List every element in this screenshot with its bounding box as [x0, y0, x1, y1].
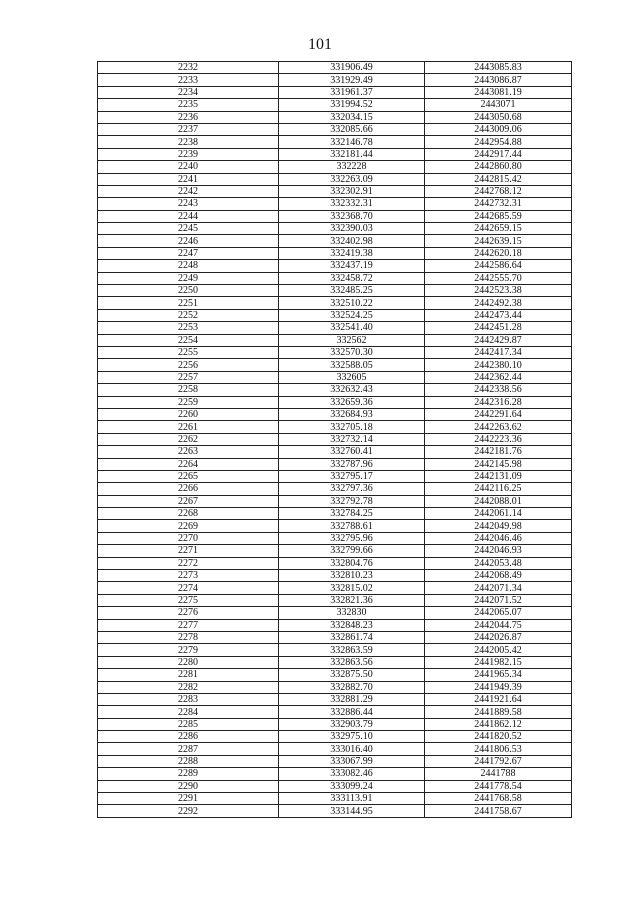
x-coordinate-cell: 331994.52: [279, 99, 425, 111]
point-number-cell: 2244: [98, 210, 279, 222]
x-coordinate-cell: 332705.18: [279, 421, 425, 433]
page-number: 101: [308, 36, 332, 53]
point-number-cell: 2266: [98, 483, 279, 495]
table-row: [98, 644, 572, 656]
x-coordinate-cell: 332795.17: [279, 470, 425, 482]
point-number-cell: 2277: [98, 619, 279, 631]
y-coordinate-cell: 2441758.67: [425, 805, 572, 817]
y-coordinate-cell: 2443086.87: [425, 74, 572, 86]
point-number-cell: 2284: [98, 706, 279, 718]
point-number-cell: 2265: [98, 470, 279, 482]
point-number-cell: 2258: [98, 384, 279, 396]
point-number-cell: 2232: [98, 62, 279, 74]
y-coordinate-cell: 2442005.42: [425, 644, 572, 656]
x-coordinate-cell: 332799.66: [279, 545, 425, 557]
x-coordinate-cell: 332784.25: [279, 508, 425, 520]
point-number-cell: 2249: [98, 272, 279, 284]
table-row: [98, 768, 572, 780]
point-number-cell: 2236: [98, 111, 279, 123]
table-row: [98, 185, 572, 197]
x-coordinate-cell: 332263.09: [279, 173, 425, 185]
table-row: [98, 656, 572, 668]
point-number-cell: 2240: [98, 161, 279, 173]
point-number-cell: 2254: [98, 334, 279, 346]
y-coordinate-cell: 2441965.34: [425, 669, 572, 681]
point-number-cell: 2251: [98, 297, 279, 309]
x-coordinate-cell: 332332.31: [279, 198, 425, 210]
y-coordinate-cell: 2443071: [425, 99, 572, 111]
x-coordinate-cell: 332368.70: [279, 210, 425, 222]
table-row: [98, 223, 572, 235]
x-coordinate-cell: 332570.30: [279, 346, 425, 358]
x-coordinate-cell: 332732.14: [279, 433, 425, 445]
table-row: [98, 123, 572, 135]
table-row: [98, 210, 572, 222]
table-row: [98, 334, 572, 346]
x-coordinate-cell: 332886.44: [279, 706, 425, 718]
y-coordinate-cell: 2443050.68: [425, 111, 572, 123]
table-row: [98, 111, 572, 123]
point-number-cell: 2250: [98, 285, 279, 297]
y-coordinate-cell: 2442380.10: [425, 359, 572, 371]
table-row: [98, 619, 572, 631]
x-coordinate-cell: 332390.03: [279, 223, 425, 235]
y-coordinate-cell: 2442145.98: [425, 458, 572, 470]
y-coordinate-cell: 2442732.31: [425, 198, 572, 210]
point-number-cell: 2286: [98, 731, 279, 743]
x-coordinate-cell: 332881.29: [279, 693, 425, 705]
point-number-cell: 2247: [98, 247, 279, 259]
table-row: [98, 384, 572, 396]
table-row: [98, 62, 572, 74]
point-number-cell: 2257: [98, 371, 279, 383]
y-coordinate-cell: 2441768.58: [425, 793, 572, 805]
y-coordinate-cell: 2442181.76: [425, 446, 572, 458]
y-coordinate-cell: 2441921.64: [425, 693, 572, 705]
x-coordinate-cell: 333113.91: [279, 793, 425, 805]
x-coordinate-cell: 333016.40: [279, 743, 425, 755]
x-coordinate-cell: 333067.99: [279, 755, 425, 767]
point-number-cell: 2274: [98, 582, 279, 594]
y-coordinate-cell: 2441949.39: [425, 681, 572, 693]
x-coordinate-cell: 331929.49: [279, 74, 425, 86]
table-row: [98, 631, 572, 643]
table-row: [98, 594, 572, 606]
point-number-cell: 2261: [98, 421, 279, 433]
y-coordinate-cell: 2442046.93: [425, 545, 572, 557]
table-row: [98, 99, 572, 111]
table-row: [98, 421, 572, 433]
y-coordinate-cell: 2442068.49: [425, 570, 572, 582]
x-coordinate-cell: 332659.36: [279, 396, 425, 408]
x-coordinate-cell: 332632.43: [279, 384, 425, 396]
point-number-cell: 2256: [98, 359, 279, 371]
point-number-cell: 2270: [98, 532, 279, 544]
point-number-cell: 2267: [98, 495, 279, 507]
y-coordinate-cell: 2442523.38: [425, 285, 572, 297]
x-coordinate-cell: 332810.23: [279, 570, 425, 582]
table-row: [98, 557, 572, 569]
y-coordinate-cell: 2442316.28: [425, 396, 572, 408]
point-number-cell: 2243: [98, 198, 279, 210]
x-coordinate-cell: 332760.41: [279, 446, 425, 458]
table-row: [98, 743, 572, 755]
table-row: [98, 260, 572, 272]
point-number-cell: 2272: [98, 557, 279, 569]
y-coordinate-cell: 2441982.15: [425, 656, 572, 668]
y-coordinate-cell: 2441820.52: [425, 731, 572, 743]
x-coordinate-cell: 332485.25: [279, 285, 425, 297]
table-row: [98, 570, 572, 582]
x-coordinate-cell: 332975.10: [279, 731, 425, 743]
y-coordinate-cell: 2442088.01: [425, 495, 572, 507]
y-coordinate-cell: 2442046.46: [425, 532, 572, 544]
table-row: [98, 161, 572, 173]
point-number-cell: 2248: [98, 260, 279, 272]
y-coordinate-cell: 2442338.56: [425, 384, 572, 396]
table-row: [98, 470, 572, 482]
y-coordinate-cell: 2441862.12: [425, 718, 572, 730]
table-row: [98, 520, 572, 532]
point-number-cell: 2234: [98, 86, 279, 98]
point-number-cell: 2281: [98, 669, 279, 681]
x-coordinate-cell: 332458.72: [279, 272, 425, 284]
point-number-cell: 2237: [98, 123, 279, 135]
table-row: [98, 309, 572, 321]
y-coordinate-cell: 2441806.53: [425, 743, 572, 755]
table-row: [98, 706, 572, 718]
y-coordinate-cell: 2442061.14: [425, 508, 572, 520]
point-number-cell: 2287: [98, 743, 279, 755]
x-coordinate-cell: 332815.02: [279, 582, 425, 594]
point-number-cell: 2264: [98, 458, 279, 470]
point-number-cell: 2235: [98, 99, 279, 111]
table-row: [98, 235, 572, 247]
point-number-cell: 2283: [98, 693, 279, 705]
point-number-cell: 2242: [98, 185, 279, 197]
y-coordinate-cell: 2442473.44: [425, 309, 572, 321]
x-coordinate-cell: 332795.96: [279, 532, 425, 544]
point-number-cell: 2285: [98, 718, 279, 730]
table-row: [98, 669, 572, 681]
table-row: [98, 508, 572, 520]
point-number-cell: 2239: [98, 148, 279, 160]
point-number-cell: 2289: [98, 768, 279, 780]
point-number-cell: 2288: [98, 755, 279, 767]
y-coordinate-cell: 2442071.34: [425, 582, 572, 594]
point-number-cell: 2238: [98, 136, 279, 148]
table-row: [98, 86, 572, 98]
point-number-cell: 2271: [98, 545, 279, 557]
x-coordinate-cell: 332875.50: [279, 669, 425, 681]
y-coordinate-cell: 2442620.18: [425, 247, 572, 259]
point-number-cell: 2275: [98, 594, 279, 606]
x-coordinate-cell: 332882.70: [279, 681, 425, 693]
x-coordinate-cell: 332863.59: [279, 644, 425, 656]
y-coordinate-cell: 2442263.62: [425, 421, 572, 433]
table-row: [98, 346, 572, 358]
table-row: [98, 718, 572, 730]
table-row: [98, 247, 572, 259]
x-coordinate-cell: 332181.44: [279, 148, 425, 160]
x-coordinate-cell: 332402.98: [279, 235, 425, 247]
x-coordinate-cell: 332684.93: [279, 408, 425, 420]
point-number-cell: 2276: [98, 607, 279, 619]
table-row: [98, 322, 572, 334]
x-coordinate-cell: 332787.96: [279, 458, 425, 470]
table-row: [98, 532, 572, 544]
x-coordinate-cell: 332903.79: [279, 718, 425, 730]
x-coordinate-cell: 332085.66: [279, 123, 425, 135]
point-number-cell: 2268: [98, 508, 279, 520]
x-coordinate-cell: 332510.22: [279, 297, 425, 309]
x-coordinate-cell: 333144.95: [279, 805, 425, 817]
point-number-cell: 2282: [98, 681, 279, 693]
table-row: [98, 396, 572, 408]
point-number-cell: 2290: [98, 780, 279, 792]
point-number-cell: 2263: [98, 446, 279, 458]
y-coordinate-cell: 2442049.98: [425, 520, 572, 532]
y-coordinate-cell: 2442768.12: [425, 185, 572, 197]
x-coordinate-cell: 332792.78: [279, 495, 425, 507]
y-coordinate-cell: 2442071.52: [425, 594, 572, 606]
y-coordinate-cell: 2442429.87: [425, 334, 572, 346]
y-coordinate-cell: 2442223.36: [425, 433, 572, 445]
x-coordinate-cell: 332788.61: [279, 520, 425, 532]
y-coordinate-cell: 2442044.75: [425, 619, 572, 631]
y-coordinate-cell: 2442685.59: [425, 210, 572, 222]
point-number-cell: 2278: [98, 631, 279, 643]
x-coordinate-cell: 331961.37: [279, 86, 425, 98]
coordinate-table-body: [98, 62, 572, 818]
table-row: [98, 793, 572, 805]
point-number-cell: 2269: [98, 520, 279, 532]
table-row: [98, 74, 572, 86]
table-row: [98, 173, 572, 185]
x-coordinate-cell: 332302.91: [279, 185, 425, 197]
table-row: [98, 607, 572, 619]
table-row: [98, 755, 572, 767]
table-row: [98, 433, 572, 445]
table-row: [98, 408, 572, 420]
x-coordinate-cell: 332804.76: [279, 557, 425, 569]
x-coordinate-cell: 332848.23: [279, 619, 425, 631]
y-coordinate-cell: 2442065.07: [425, 607, 572, 619]
y-coordinate-cell: 2443081.19: [425, 86, 572, 98]
table-row: [98, 693, 572, 705]
y-coordinate-cell: 2442116.25: [425, 483, 572, 495]
x-coordinate-cell: 332524.25: [279, 309, 425, 321]
x-coordinate-cell: 332797.36: [279, 483, 425, 495]
y-coordinate-cell: 2442362.44: [425, 371, 572, 383]
x-coordinate-cell: 331906.49: [279, 62, 425, 74]
y-coordinate-cell: 2442860.80: [425, 161, 572, 173]
table-row: [98, 272, 572, 284]
y-coordinate-cell: 2441778.54: [425, 780, 572, 792]
x-coordinate-cell: 332830: [279, 607, 425, 619]
point-number-cell: 2260: [98, 408, 279, 420]
point-number-cell: 2252: [98, 309, 279, 321]
y-coordinate-cell: 2443085.83: [425, 62, 572, 74]
point-number-cell: 2280: [98, 656, 279, 668]
x-coordinate-cell: 332419.38: [279, 247, 425, 259]
coordinate-table: [97, 61, 572, 818]
y-coordinate-cell: 2442555.70: [425, 272, 572, 284]
point-number-cell: 2255: [98, 346, 279, 358]
table-row: [98, 148, 572, 160]
point-number-cell: 2291: [98, 793, 279, 805]
x-coordinate-cell: 332605: [279, 371, 425, 383]
table-row: [98, 545, 572, 557]
x-coordinate-cell: 332228: [279, 161, 425, 173]
x-coordinate-cell: 332146.78: [279, 136, 425, 148]
y-coordinate-cell: 2442586.64: [425, 260, 572, 272]
y-coordinate-cell: 2443009.06: [425, 123, 572, 135]
table-row: [98, 458, 572, 470]
point-number-cell: 2246: [98, 235, 279, 247]
y-coordinate-cell: 2442026.87: [425, 631, 572, 643]
point-number-cell: 2245: [98, 223, 279, 235]
table-row: [98, 198, 572, 210]
y-coordinate-cell: 2441792.67: [425, 755, 572, 767]
y-coordinate-cell: 2442815.42: [425, 173, 572, 185]
x-coordinate-cell: 332034.15: [279, 111, 425, 123]
point-number-cell: 2241: [98, 173, 279, 185]
table-row: [98, 359, 572, 371]
y-coordinate-cell: 2442131.09: [425, 470, 572, 482]
table-row: [98, 285, 572, 297]
point-number-cell: 2233: [98, 74, 279, 86]
y-coordinate-cell: 2441788: [425, 768, 572, 780]
table-row: [98, 731, 572, 743]
y-coordinate-cell: 2442659.15: [425, 223, 572, 235]
x-coordinate-cell: 333082.46: [279, 768, 425, 780]
table-row: [98, 805, 572, 817]
point-number-cell: 2273: [98, 570, 279, 582]
y-coordinate-cell: 2442492.38: [425, 297, 572, 309]
point-number-cell: 2279: [98, 644, 279, 656]
point-number-cell: 2292: [98, 805, 279, 817]
x-coordinate-cell: 333099.24: [279, 780, 425, 792]
y-coordinate-cell: 2442417.34: [425, 346, 572, 358]
x-coordinate-cell: 332562: [279, 334, 425, 346]
y-coordinate-cell: 2442053.48: [425, 557, 572, 569]
x-coordinate-cell: 332821.36: [279, 594, 425, 606]
x-coordinate-cell: 332541.40: [279, 322, 425, 334]
y-coordinate-cell: 2442917.44: [425, 148, 572, 160]
table-row: [98, 495, 572, 507]
table-row: [98, 582, 572, 594]
x-coordinate-cell: 332863.56: [279, 656, 425, 668]
y-coordinate-cell: 2442291.64: [425, 408, 572, 420]
x-coordinate-cell: 332588.05: [279, 359, 425, 371]
x-coordinate-cell: 332861.74: [279, 631, 425, 643]
y-coordinate-cell: 2442451.28: [425, 322, 572, 334]
table-row: [98, 297, 572, 309]
table-row: [98, 681, 572, 693]
table-row: [98, 483, 572, 495]
x-coordinate-cell: 332437.19: [279, 260, 425, 272]
table-row: [98, 136, 572, 148]
point-number-cell: 2259: [98, 396, 279, 408]
table-row: [98, 371, 572, 383]
point-number-cell: 2262: [98, 433, 279, 445]
y-coordinate-cell: 2442639.15: [425, 235, 572, 247]
table-row: [98, 446, 572, 458]
table-row: [98, 780, 572, 792]
y-coordinate-cell: 2441889.58: [425, 706, 572, 718]
point-number-cell: 2253: [98, 322, 279, 334]
y-coordinate-cell: 2442954.88: [425, 136, 572, 148]
